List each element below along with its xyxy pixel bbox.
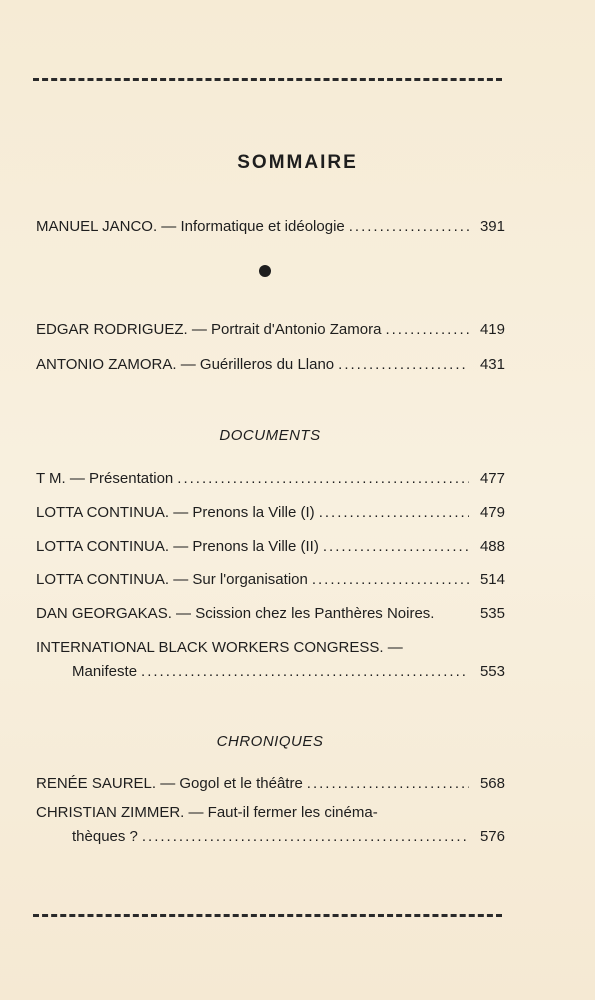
- toc-entry-text: LOTTA CONTINUA. — Prenons la Ville (II): [36, 538, 319, 555]
- toc-entry-text-line1: INTERNATIONAL BLACK WORKERS CONGRESS. —: [36, 639, 403, 656]
- toc-entry-page: 568: [479, 775, 505, 792]
- toc-entry: [36, 535, 505, 559]
- leader-dots: [319, 501, 469, 525]
- toc-entry: [36, 353, 505, 377]
- leader-dots: [385, 318, 469, 342]
- toc-entry-page: 419: [479, 321, 505, 338]
- toc-entry-page: 553: [479, 663, 505, 680]
- top-divider: [33, 78, 502, 81]
- toc-entry-text: T M. — Présentation: [36, 470, 174, 487]
- toc-entry-page: 479: [479, 504, 505, 521]
- toc-entry-page: 488: [479, 538, 505, 555]
- toc-entry-text-line2: thèques ?: [72, 828, 138, 845]
- section-heading-chroniques: CHRONIQUES: [216, 733, 324, 750]
- leader-dots: [338, 353, 469, 377]
- toc-entry: [36, 801, 505, 849]
- leader-dots: [307, 772, 469, 796]
- leader-dots: [177, 467, 469, 491]
- toc-entry-page: 477: [479, 470, 505, 487]
- toc-entry-page: 514: [479, 571, 505, 588]
- toc-entry-text: MANUEL JANCO. — Informatique et idéologie: [36, 218, 345, 235]
- toc-entry-text: EDGAR RODRIGUEZ. — Portrait d'Antonio Zamora: [36, 321, 382, 338]
- toc-entry-text: LOTTA CONTINUA. — Prenons la Ville (I): [36, 504, 315, 521]
- toc-entry-text: DAN GEORGAKAS. — Scission chez les Panthères Noires.: [36, 605, 435, 622]
- toc-entry: [36, 215, 505, 239]
- toc-entry: [36, 772, 505, 796]
- toc-entry-page: 535: [479, 605, 505, 622]
- leader-dots: [141, 660, 469, 684]
- toc-entry: [36, 318, 505, 342]
- toc-entry-text-line2: Manifeste: [72, 663, 138, 680]
- toc-entry-text: RENÉE SAUREL. — Gogol et le théâtre: [36, 775, 303, 792]
- toc-entry: [36, 636, 505, 684]
- toc-entry-text: LOTTA CONTINUA. — Sur l'organisation: [36, 571, 308, 588]
- toc-entry: [36, 568, 505, 592]
- leader-dots: [312, 568, 469, 592]
- toc-entry-text-line1: CHRISTIAN ZIMMER. — Faut-il fermer les cinéma-: [36, 804, 378, 821]
- leader-dots: [349, 215, 469, 239]
- toc-entry-page: 576: [479, 828, 505, 845]
- leader-dots: [323, 535, 469, 559]
- toc-entry-page: 391: [479, 218, 505, 235]
- toc-entry: [36, 467, 505, 491]
- toc-entry-text: ANTONIO ZAMORA. — Guérilleros du Llano: [36, 356, 335, 373]
- bottom-divider: [33, 914, 502, 917]
- leader-dots: [142, 825, 469, 849]
- toc-entry-page: 431: [479, 356, 505, 373]
- section-heading-documents: DOCUMENTS: [219, 427, 321, 444]
- page-title: SOMMAIRE: [237, 152, 358, 173]
- toc-entry: [36, 602, 505, 626]
- bullet-separator: [259, 265, 271, 277]
- toc-entry: [36, 501, 505, 525]
